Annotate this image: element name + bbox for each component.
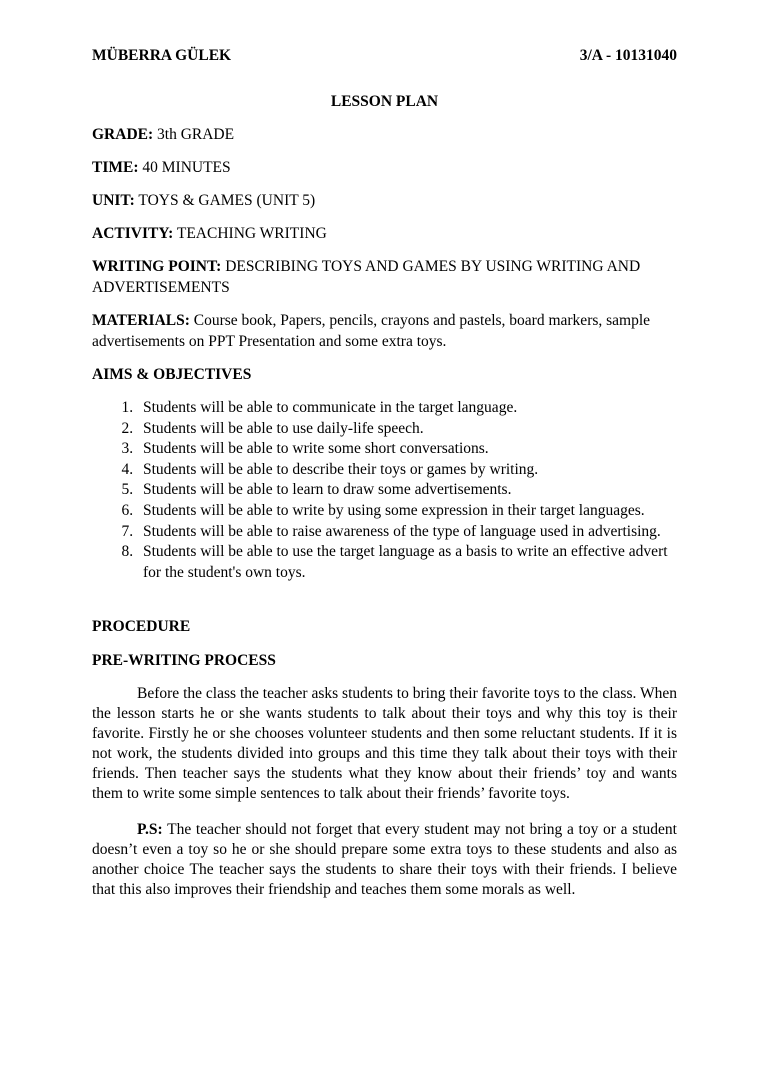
field-time (92, 157, 677, 178)
field-grade-label: GRADE: (92, 126, 154, 143)
field-activity (92, 223, 677, 244)
aims-item-5: 5. Students will be able to learn to draw some advertisements. (137, 480, 677, 501)
field-grade (92, 124, 677, 145)
prewriting-paragraph: Before the class the teacher asks students to bring their favorite toys to the class. When the lesson starts he or she wants students to talk about their toys and why this toy is their favorite. Firstly he or she chooses volunteer students and then some reluctant students. If it is not work, the students divided into groups and this time they talk about their toys with their friends. Then teacher says the students what they know about their friends’ toy and wants them to write some simple sentences to talk about their friends’ favorite toys. (92, 685, 677, 803)
field-unit-value: TOYS & GAMES (UNIT 5) (138, 192, 316, 209)
ps-label: P.S: (137, 821, 163, 839)
field-materials (92, 310, 677, 352)
field-unit (92, 190, 677, 211)
field-writing-point (92, 256, 677, 298)
aims-item-4: 4. Students will be able to describe their toys or games by writing. (137, 460, 677, 481)
field-writing-point-value: DESCRIBING TOYS AND GAMES BY USING WRITING AND ADVERTISEMENTS (92, 258, 641, 296)
aims-list (92, 398, 677, 583)
aims-item-6: 6. Students will be able to write by using some expression in their target languages. (137, 501, 677, 522)
document-header (92, 45, 677, 66)
prewriting-heading: PRE-WRITING PROCESS (92, 652, 276, 670)
field-writing-point-label: WRITING POINT: (92, 258, 222, 275)
aims-item-2: 2. Students will be able to use daily-life speech. (137, 419, 677, 440)
field-grade-value: 3th GRADE (157, 126, 235, 143)
aims-item-7: 7. Students will be able to raise awareness of the type of language used in advertising. (137, 522, 677, 543)
field-time-value: 40 MINUTES (142, 159, 231, 176)
field-materials-value: Course book, Papers, pencils, crayons and pastels, board markers, sample advertisements on PPT Presentation and some extra toys. (92, 312, 651, 350)
ps-paragraph (92, 820, 677, 900)
aims-item-1: 1. Students will be able to communicate in the target language. (137, 398, 677, 419)
document-title: LESSON PLAN (330, 93, 439, 110)
field-activity-label: ACTIVITY: (92, 225, 174, 242)
class-number: 3/A - 10131040 (579, 47, 677, 64)
ps-text: The teacher should not forget that every student may not bring a toy or a student doesn’t even a toy so he or she should prepare some extra toys to these students and also as another choice The teacher says the students to share their toys with their friends. I believe that this also improves their friendship and teaches them some morals as well. (92, 821, 677, 899)
field-materials-label: MATERIALS: (92, 312, 190, 329)
procedure-heading: PROCEDURE (92, 618, 191, 636)
aims-heading: AIMS & OBJECTIVES (92, 366, 252, 383)
aims-item-8: 8. Students will be able to use the target language as a basis to write an effective advert for the student's own toys. (137, 542, 677, 583)
field-activity-value: TEACHING WRITING (176, 225, 327, 242)
author-name: MÜBERRA GÜLEK (92, 47, 232, 64)
field-unit-label: UNIT: (92, 192, 135, 209)
aims-item-3: 3. Students will be able to write some short conversations. (137, 439, 677, 460)
field-time-label: TIME: (92, 159, 139, 176)
